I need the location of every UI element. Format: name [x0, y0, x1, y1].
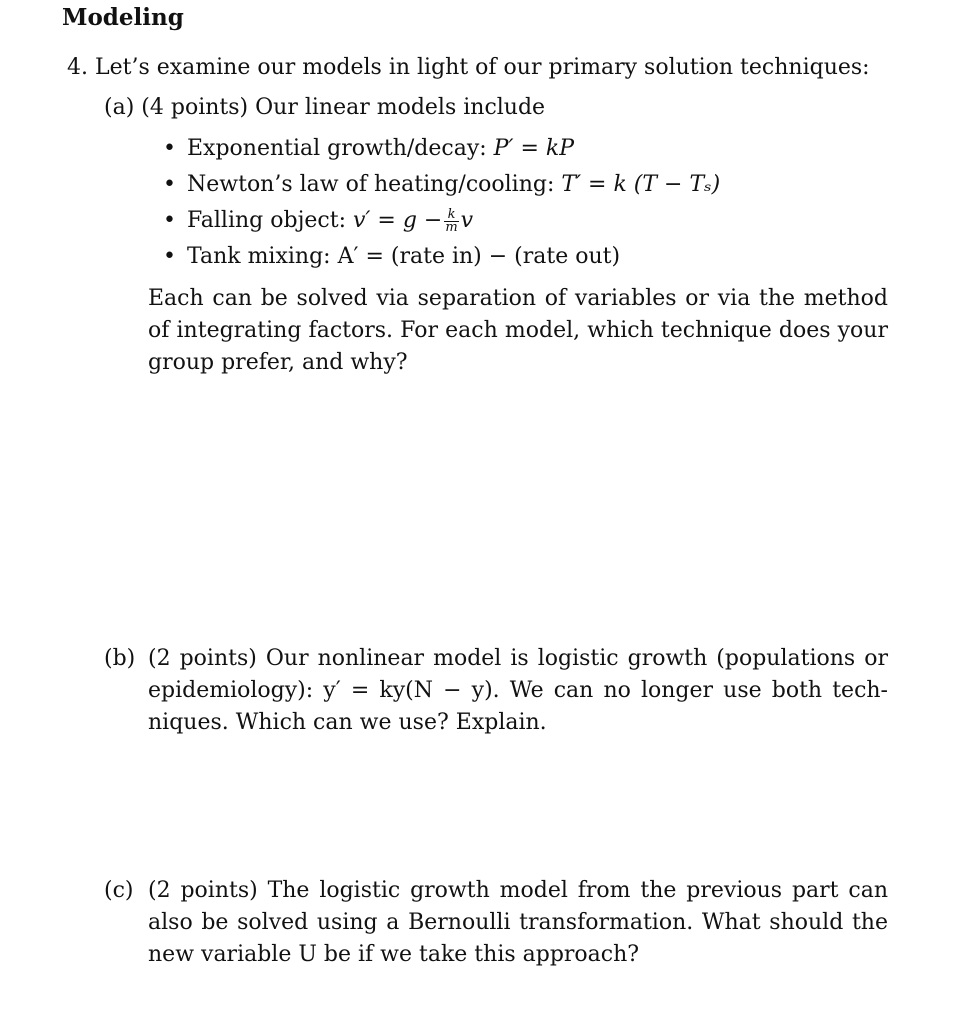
fraction-denominator: m — [445, 219, 458, 235]
part-b-paragraph — [148, 643, 888, 739]
bullet-icon: • — [163, 136, 176, 161]
part-c-paragraph — [148, 875, 888, 971]
part-a-header — [104, 94, 545, 122]
bullet-tank-mixing — [163, 242, 620, 272]
bullet-icon: • — [163, 208, 176, 233]
part-b-text: (2 points) Our nonlinear model is logistic growth (populations or epidemiology): y′ = ky(N − y). We can no longer use both tech- niques. Which can we use? Explain. — [148, 646, 888, 735]
question-number: 4. — [67, 55, 88, 80]
fraction-numerator: k — [444, 209, 458, 222]
part-b-label: (b) — [104, 646, 136, 671]
bullet-icon: • — [163, 172, 176, 197]
fraction-k-over-m — [444, 206, 458, 235]
part-a-label: (a) — [104, 95, 135, 120]
bullet-name: Newton’s law of heating/cooling: — [187, 172, 555, 197]
bullet-equation: T′ = k (T − Tₛ) — [561, 172, 721, 197]
part-c-label: (c) — [104, 878, 134, 903]
bullet-equation: A′ = (rate in) − (rate out) — [337, 244, 621, 269]
bullet-name: Falling object: — [187, 208, 346, 233]
part-a-paragraph-text: Each can be solved via separation of variables or via the method of integrating factors. For each model, which technique does your group prefer, and why? — [148, 286, 888, 375]
question-4 — [67, 54, 870, 82]
bullet-equation-lhs: v′ = g − — [352, 208, 443, 233]
bullet-falling-object — [163, 206, 473, 236]
part-a-paragraph — [148, 283, 888, 379]
bullet-exponential — [163, 134, 574, 164]
bullet-equation-rhs: v — [460, 208, 474, 233]
bullet-name: Tank mixing: — [187, 244, 331, 269]
bullet-equation: P′ = kP — [493, 136, 575, 161]
section-heading: Modeling — [62, 4, 184, 31]
question-text: Let’s examine our models in light of our primary solution techniques: — [95, 55, 870, 80]
bullet-name: Exponential growth/decay: — [187, 136, 487, 161]
part-c-text: (2 points) The logistic growth model from the previous part can also be solved using a Bernoulli transformation. What should the new variable U be if we take this approach? — [148, 878, 888, 967]
part-a-intro: (4 points) Our linear models include — [141, 95, 546, 120]
bullet-icon: • — [163, 244, 176, 269]
bullet-newton — [163, 170, 720, 200]
